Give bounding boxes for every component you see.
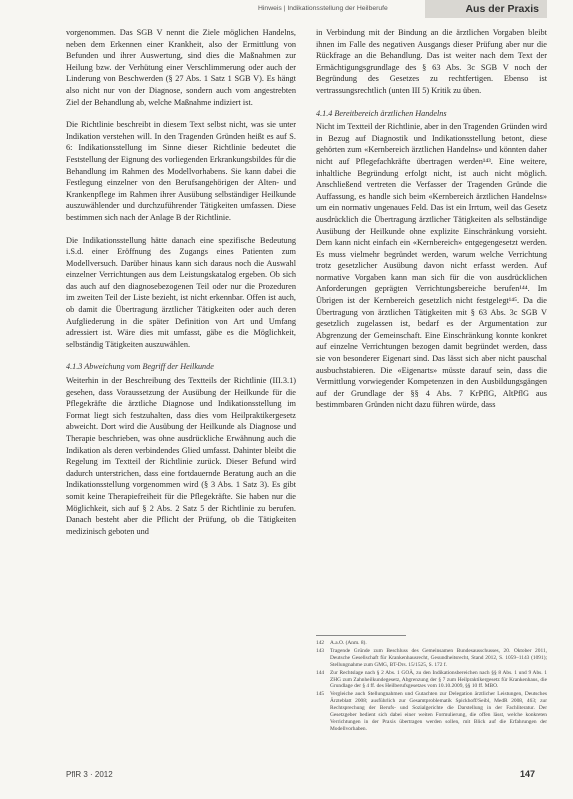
footnote <box>316 670 547 691</box>
page-header <box>0 0 573 20</box>
footnote <box>316 648 547 669</box>
running-title: Hinweis | Indikationsstellung der Heilberufe <box>258 5 388 12</box>
paragraph: Die Richtlinie beschreibt in diesem Text selbst nicht, was sie unter Indikation verstehen will. In den Tragenden Gründen heißt es auf S. 6: Indikationsstellung im Sinne dieser Richtlinie bedeutet die Feststellung der Eignung des vorliegenden Erkrankungsbildes für die Behandlung im Rahmen des Modellvorhabens. Sie kann dabei die Festlegung einzelner von den Berufsangehörigen der Alten- und Krankenpflege im Rahmen ihrer Ausübung selbständiger Heilkunde auszuwählender und durchzuführender Tätigkeiten umfassen. Diese bestimmen sich nach der Anlage B der Richtlinie. <box>66 120 296 222</box>
right-column <box>316 27 547 411</box>
footnote-text: Tragende Gründe zum Beschluss des Gemeinsamen Bundesausschusses, 20. Oktober 2011, Deutsche Gesellschaft für Krankenhausrecht, Gesundheitsrecht, Stand 2012, S. 1059–1143 (1091); Stellungnahme zum GMG, BT-Drs. 15/1525, S. 172 f. <box>330 647 547 668</box>
footnote-number: 142 <box>316 640 325 646</box>
footnote-divider <box>316 635 406 636</box>
footnote-number: 143 <box>316 647 325 654</box>
paragraph: in Verbindung mit der Bindung an die ärztlichen Vorgaben bleibt ihnen im Falle des negativen Ausgangs dieser Prüfung aber nur die Rückfrage an die Behandlung. Das ist weiter nach dem Text der Ermächtigungsgrundlage des § 63 Abs. 3c SGB V noch der Begründung des Gesetzes zu rechtfertigen. Ebenso ist vertrassungsrechtlich (unten III 5) Kritik zu üben. <box>316 28 547 95</box>
footnote-number: 145 <box>316 691 325 698</box>
paragraph: Die Indikationsstellung hätte danach eine spezifische Bedeutung i.S.d. einer Eröffnung des Zugangs eines Patienten zum Modellversuch. Darüber hinaus kann sich daraus noch die Auswahl einzelner Verrichtungen aus dem Leistungskatalog ergeben. Ob sich das auch auf den diagnosebezogenen Teil oder nur die Prozeduren im zweiten Teil der Liste bezieht, ist nicht erkennbar. Offen ist auch, ob damit die Übertragung ärztlicher Tätigkeiten oder auch deren Aufgliederung in die später Definition von Art und Umfang adressiert ist. Wäre dies mit umfasst, gäbe es die Möglichkeit, selbständig Tätigkeiten auszuwählen. <box>66 235 296 349</box>
paragraph: Weiterhin in der Beschreibung des Textteils der Richtlinie (III.3.1) gesehen, dass Voraussetzung der Ausübung der Heilkunde für die Pflegekräfte die ärztliche Diagnose und Indikationsstellung im Format liegt sich festzuhalten, dass dies vom Heilpraktikergesetz abweicht. Dort wird die Ausübung der Heilkunde als Diagnose und Therapie beschrieben, was ohne ausdrückliche Erwähnung auch die Indikation als deren verbindendes Glied umfasst. Dahinter bleibt die Regelung im Textteil der Richtlinie zurück. Dieser Befund wird dadurch unterstrichen, dass eine fortdauernde Beratung auch an die Indikationsstellung vorgenommen wird (§ 3 Abs. 1 Satz 3). Es gibt somit keine Therapiefreiheit für die Pflegekräfte. Sie haben nur die Möglichkeit, sich auf § 2 Abs. 2 Satz 5 der Richtlinie zu berufen. Danach besteht aber die Pflicht der Prüfung, ob die Tätigkeiten medizinisch geboten und <box>66 376 296 536</box>
footnotes <box>316 640 547 734</box>
footnote-text: A.a.O. (Anm. 8). <box>330 640 367 646</box>
page-number: 147 <box>520 769 536 779</box>
footnote-number: 144 <box>316 669 325 676</box>
section-heading: 4.1.3 Abweichung vom Begriff der Heilkunde <box>66 362 214 372</box>
section-heading: 4.1.4 Bereitbereich ärztlichen Handelns <box>316 108 447 118</box>
paragraph: Nicht im Textteil der Richtlinie, aber in den Tragenden Gründen wird in Bezug auf Diagnostik und Indikationsstellung betont, diese gehörten zum «Kernbereich ärztlichen Handelns» und könnten daher nicht auf Pflegefachkräfte übertragen werden¹⁴³. Eine weitere, inhaltliche Begründung erfolgt nicht, ist auch nicht möglich. Anschließend vertreten die Verfasser der Tragenden Gründe die Auffassung, es handle sich beim «Kernbereich ärztlichen Handelns» um ein normativ ungenaues Feld. Das ist ein Irrtum, weil das Gesetz ausdrücklich die Übertragung ärztlicher Tätigkeiten als selbständige Ausübung der Heilkunde ohne explizite Einschränkung vorsieht. Dem kann nicht einfach ein «Kernbereich» entgegengesetzt werden. Es muss vielmehr begründet werden, warum welche Verrichtung trotz gesetzlicher Ausübung davon nicht erfasst werden. Auf normative Vorgaben kann man sich für die von ausdrücklichen Anforderungen geprägten Verrichtungsbereiche berufen¹⁴⁴. Im Übrigen ist der Kernbereich gesetzlich nicht festgelegt¹⁴⁵. Da die Übertragung von ärztlichen Tätigkeiten mit § 63 Abs. 3c SGB V gesetzlich zugelassen ist, bedarf es der Argumentation zur Abgrenzung der Gemeinschaft. Eine Einschränkung konnte konkret auf einzelne Verrichtungen bezogen damit begründet werden, dass sie von besonderer Eigenart sind. Das lässt sich aber nicht pauschal ausbuchstabieren. Die «Eigenarts» müsste darauf sein, dass die Vermittlung vorwiegender Kompetenzen in den Ausbildungsgängen auf der Grundlage der §§ 4 Abs. 7 KrPflG, AltPflG aus bestimmbaren Gründen nicht dazu führen würde, dass <box>316 122 547 410</box>
journal-citation: PflR 3 · 2012 <box>66 770 113 779</box>
footnote <box>316 691 547 732</box>
left-column <box>66 27 296 537</box>
footnote-text: Zur Rechtslage nach § 2 Abs. 1 GOÄ, zu den Indikationsbereichen nach §§ 8 Abs. 1 und 9 Abs. 1 ZHG zum Zahnheilkundegesetz, Abgrenzung der § 7 zum Heilpraktikergesetz für Krankenhaus, die Grundlage der § 4 ff. des Heilberufsgesetzes vom 10.10.2009, §§ 10 ff. MBO. <box>330 669 547 690</box>
section-tab: Aus der Praxis <box>425 0 547 18</box>
footnote <box>316 640 547 647</box>
footnote-text: Vergleiche auch Stellungnahmen und Gutachten zur Delegation ärztlicher Leistungen, Deutsches Ärzteblatt 2008; ausführlich zur Gesamtproblematik Spickhoff/Seibl, MedR 2008, 463; zur Rechtsprechung der Berufs- und Sozialgerichte die Darstellung in der Fachliteratur. Der Gesetzgeber bedient sich dabei einer weiten Formulierung, die offen lässt, welche konkreten Verrichtungen in der Praxis übertragen werden sollen, mit Blick auf die Erfahrungen der Modellvorhaben. <box>330 691 547 732</box>
paragraph: vorgenommen. Das SGB V nennt die Ziele möglichen Handelns, neben dem Erkennen einer Krankheit, also der Ermittlung von Befunden und ihrer Auswertung, sind dies die Maßnahmen zur Heilung bzw. der Verhütung einer Verschlimmerung oder auch der Linderung von Beschwerden (§ 27 Abs. 1 Satz 1 SGB V). Es hängt also nicht nur von der Diagnose, sondern auch vom angestrebten Ziel der Behandlung ab, welche Maßnahme indiziert ist. <box>66 28 296 107</box>
